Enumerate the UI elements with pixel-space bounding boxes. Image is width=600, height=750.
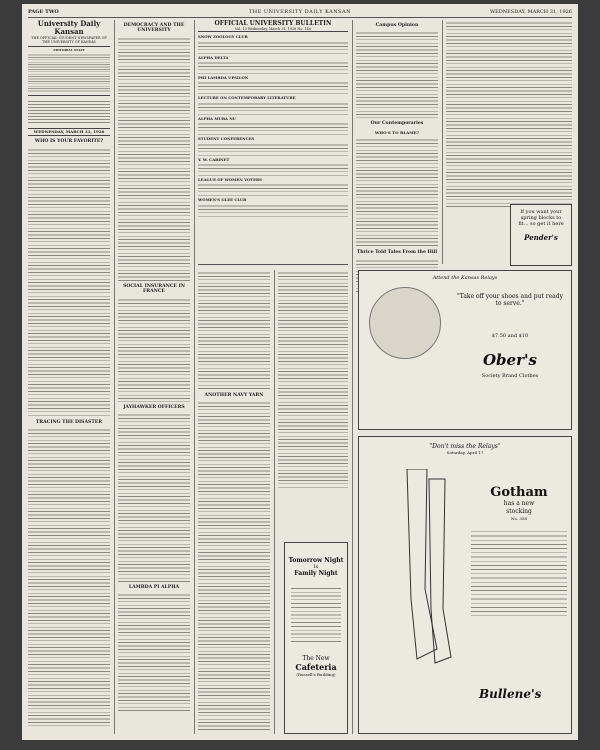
page-label: PAGE TWO	[28, 9, 59, 15]
bulletin-item-body	[198, 101, 348, 115]
column-3-headline-1: ANOTHER NAVY YARN	[204, 393, 264, 398]
column-2-headline-1: DEMOCRACY AND THE UNIVERSITY	[123, 23, 185, 34]
column-2-headline-2: SOCIAL INSURANCE IN FRANCE	[123, 283, 185, 295]
bulletin-title: OFFICIAL UNIVERSITY BULLETIN	[214, 20, 332, 27]
bulletin-item-heading: ALPHA MUBA NU	[198, 115, 237, 121]
column-4-body	[278, 270, 348, 490]
editorial-2-body	[28, 427, 110, 727]
campus-opinion-headline: Campus Opinion	[375, 23, 419, 28]
column-3-body-1	[198, 270, 270, 390]
bulletin-item-body	[198, 203, 348, 217]
bulletin-item-body	[198, 40, 348, 54]
gotham-line-3: No. 358	[510, 516, 527, 521]
bulletin-item-heading: STUDENT CONFERENCES	[198, 136, 255, 142]
newspaper-page	[22, 4, 578, 740]
bulletin-item-body	[198, 60, 348, 74]
relays-ad	[358, 270, 572, 430]
bulletin-item-body	[198, 80, 348, 94]
cafeteria-menu	[291, 585, 341, 645]
column-rule	[114, 20, 115, 734]
cafeteria-line-5: Cafeteria	[295, 662, 337, 672]
staff-list	[28, 53, 110, 93]
bulletin-item-heading: LEAGUE OF WOMEN VOTERS	[198, 177, 262, 183]
tech-ad	[510, 204, 572, 266]
bulletin-item-body	[198, 182, 348, 196]
column-6	[446, 20, 572, 210]
cafeteria-line-3: Family Night	[294, 570, 338, 577]
column-3	[198, 270, 270, 734]
bulletin-item-body	[198, 142, 348, 156]
relays-title: Attend the Kansas Relays	[432, 275, 498, 281]
bullenes-brand: Bullene's	[479, 687, 542, 701]
masthead-title: University Daily Kansan	[37, 20, 101, 36]
relays-illustration	[369, 287, 441, 359]
editorial-1-headline: WHO IS YOUR FAVORITE?	[34, 139, 104, 145]
column-rule	[442, 20, 443, 264]
column-2-body-1	[118, 36, 190, 281]
relays-quote: "Take off your shoes and put ready to serve."	[457, 293, 563, 307]
obers-brand: Ober's	[482, 351, 538, 369]
bulletin-header	[198, 20, 348, 32]
gotham-body	[471, 528, 567, 618]
column-2-headline-3: JAYHAWKER OFFICERS	[123, 404, 185, 410]
bulletin-items	[198, 35, 348, 217]
contemporaries-body	[356, 137, 438, 247]
staff-heading: EDITORIAL STAFF	[53, 48, 85, 52]
column-rule	[194, 20, 195, 734]
subscription-notice	[28, 99, 110, 125]
staff-box	[28, 49, 110, 96]
who-headline: WHO'S TO BLAME?	[374, 129, 420, 135]
bulletin-subtitle: Vol. 13 Wednesday, March 31, 1926 No. 140	[235, 27, 311, 31]
bulletin-item-heading: PHI LAMBDA UPSILON	[198, 75, 249, 81]
cafeteria-line-6: (Russell's Building)	[296, 672, 336, 677]
gotham-line-1: has a new	[503, 500, 535, 507]
bulletin-item-heading: ALPHA DELTA	[198, 54, 229, 60]
bulletin-item-heading: Y. W. CABINET	[198, 156, 230, 162]
tech-text: If you want your spring blocks to fit... so get it here	[518, 209, 564, 227]
column-3-body-2	[198, 400, 270, 730]
gotham-ad	[358, 436, 572, 734]
column-2-headline-4: LAMBDA PI ALPHA	[128, 585, 180, 591]
official-bulletin	[198, 20, 348, 265]
column-1	[28, 20, 110, 734]
relays-price: $7.50 and $10	[491, 333, 529, 339]
gotham-headline: "Don't miss the Relays"	[429, 443, 501, 450]
tales-headline: Thrice Told Tales From the Hill	[356, 250, 438, 256]
bulletin-item-body	[198, 121, 348, 135]
paper-name: THE UNIVERSITY DAILY KANSAN	[248, 9, 352, 15]
gotham-line-2: stocking	[506, 508, 532, 515]
stocking-illustration	[377, 469, 457, 669]
obers-sub: Society Brand Clothes	[481, 373, 539, 379]
page-header	[28, 8, 572, 18]
gotham-copy	[471, 485, 567, 618]
cafeteria-ad	[284, 542, 348, 734]
cafeteria-line-2: Is	[313, 564, 319, 570]
campus-opinion-body	[356, 30, 438, 118]
bulletin-item-heading: WOMEN'S GLEE CLUB	[198, 197, 247, 203]
contemporaries-headline: Our Contemporaries	[370, 121, 424, 127]
editorial-date: WEDNESDAY, MARCH 31, 1926	[28, 128, 110, 137]
header-date: WEDNESDAY, MARCH 31, 1926	[489, 9, 572, 15]
column-2	[118, 20, 190, 734]
editorial-1-body	[28, 147, 110, 417]
bulletin-item-body	[198, 162, 348, 176]
masthead-subtitle: THE OFFICIAL STUDENT NEWSPAPER OF THE UNIVERSITY OF KANSAS	[31, 36, 107, 44]
tech-brand: Pender's	[524, 233, 558, 242]
column-2-body-2	[118, 297, 190, 402]
masthead	[28, 20, 110, 47]
cafeteria-line-4: The New	[302, 655, 330, 662]
bulletin-item-heading: LECTURE ON CONTEMPORARY LITERATURE	[198, 95, 296, 101]
column-6-body	[446, 20, 572, 208]
column-2-body-4	[118, 592, 190, 712]
cafeteria-line-1: Tomorrow Night	[288, 557, 344, 564]
column-2-body-3	[118, 412, 190, 582]
column-rule	[352, 20, 353, 734]
editorial-2-headline: TRACING THE DISASTER	[35, 419, 103, 425]
bulletin-item-heading: SNOW ZOOLOGY CLUB	[198, 34, 248, 40]
column-rule	[274, 270, 275, 734]
gotham-date: Saturday, April 17	[446, 450, 484, 455]
gotham-brand: Gotham	[490, 485, 548, 500]
